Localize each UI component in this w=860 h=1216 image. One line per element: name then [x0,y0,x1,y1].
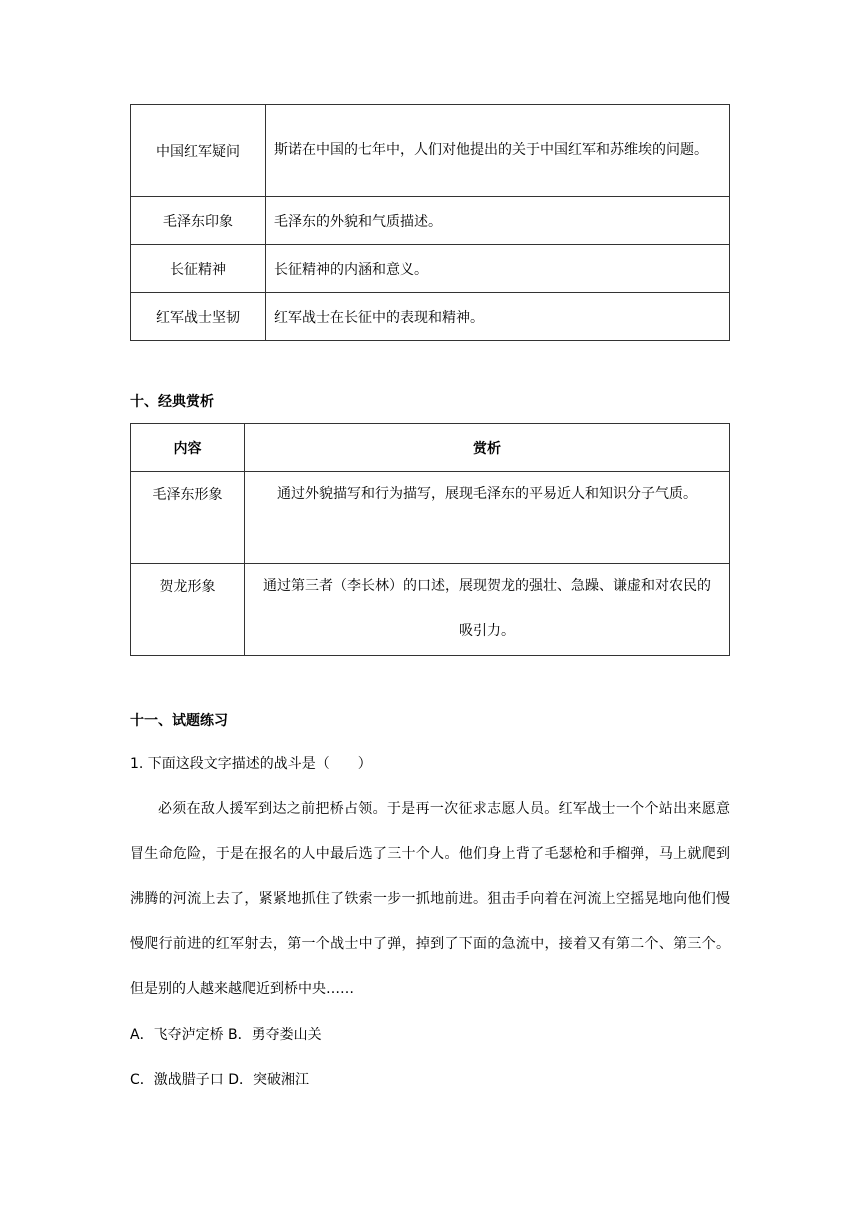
answer-options: C．激战腊子口 D．突破湘江 [130,1072,310,1088]
desc-cell: 通过外貌描写和行为描写，展现毛泽东的平易近人和知识分子气质。 [245,472,730,564]
column-header: 赏析 [245,424,730,472]
desc-cell: 毛泽东的外貌和气质描述。 [266,197,730,245]
desc-cell: 红军战士在长征中的表现和精神。 [266,293,730,341]
table-row [131,293,730,341]
section-heading: 十一、试题练习 [130,713,228,729]
topic-cell: 中国红军疑问 [131,105,266,197]
topic-cell: 毛泽东印象 [131,197,266,245]
topic-cell: 红军战士坚韧 [131,293,266,341]
table-row [131,105,730,197]
column-header: 内容 [131,424,245,472]
question-text: 1. 下面这段文字描述的战斗是（ ） [130,756,372,772]
table-row [131,564,730,656]
table-header-row [131,424,730,472]
table-row [131,472,730,564]
desc-cell: 长征精神的内涵和意义。 [266,245,730,293]
answer-options: A．飞夺泸定桥 B．勇夺娄山关 [130,1027,322,1043]
desc-cell: 斯诺在中国的七年中，人们对他提出的关于中国红军和苏维埃的问题。 [266,105,730,197]
passage-text: 必须在敌人援军到达之前把桥占领。于是再一次征求志愿人员。红军战士一个个站出来愿意冒生命危险，于是在报名的人中最后选了三十个人。他们身上背了毛瑟枪和手榴弹，马上就爬到沸腾的河流上去了，紧紧地抓住了铁索一步一抓地前进。狙击手向着在河流上空摇晃地向他们慢慢爬行前进的红军射去，第一个战士中了弹，掉到了下面的急流中，接着又有第二个、第三个。但是别的人越来越爬近到桥中央…… [130,801,730,997]
summary-table [130,104,730,341]
section-heading: 十、经典赏析 [130,394,214,410]
topic-cell: 长征精神 [131,245,266,293]
appreciation-table [130,423,730,656]
table-row [131,197,730,245]
desc-cell: 通过第三者（李长林）的口述，展现贺龙的强壮、急躁、谦虚和对农民的吸引力。 [245,564,730,656]
table-row [131,245,730,293]
topic-cell: 毛泽东形象 [131,472,245,564]
topic-cell: 贺龙形象 [131,564,245,656]
